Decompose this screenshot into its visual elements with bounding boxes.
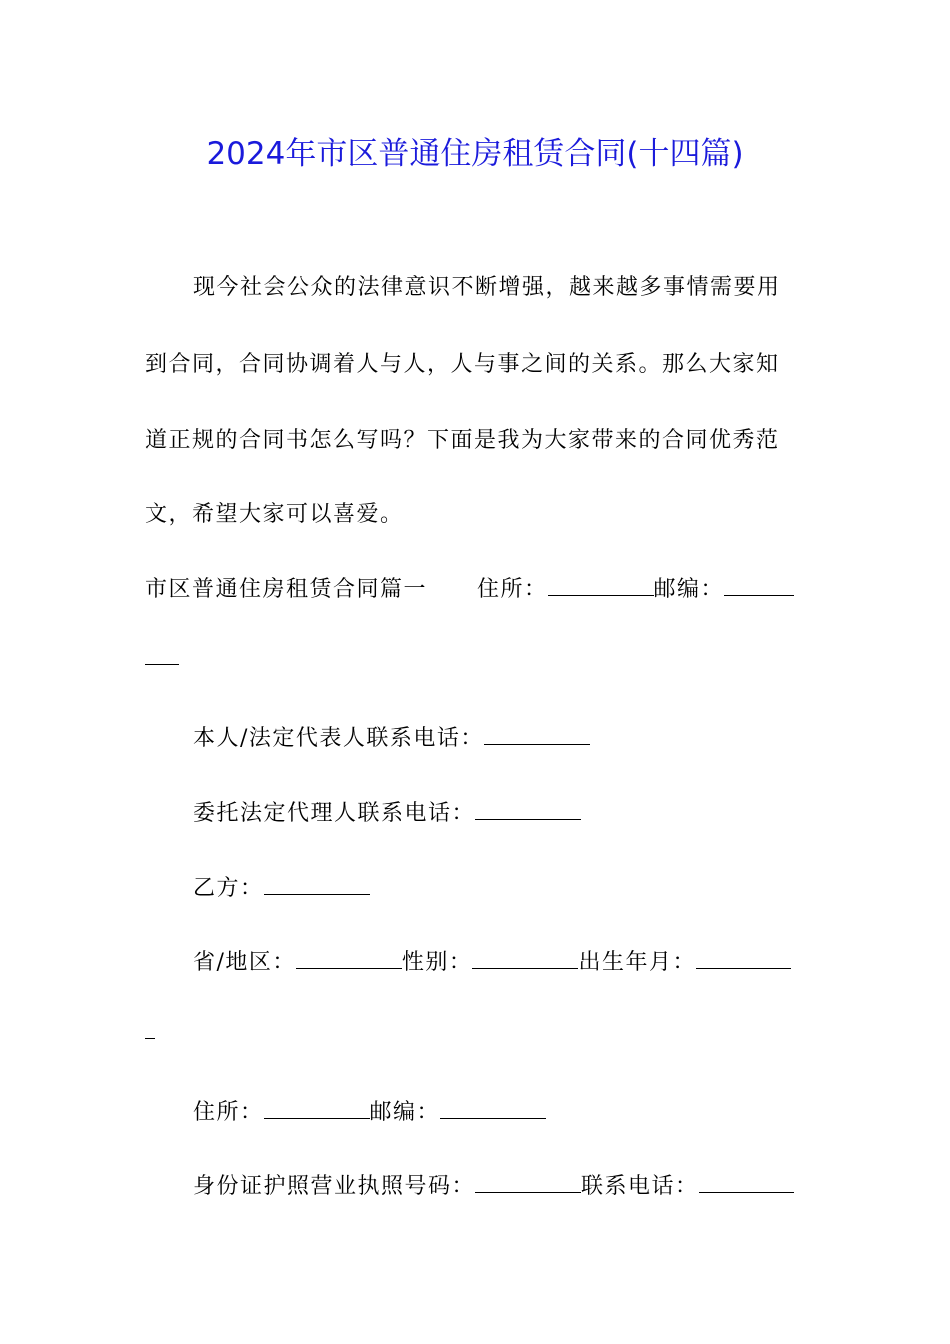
legal-rep-phone-label: 本人/法定代表人联系电话：	[193, 726, 484, 751]
party-b-label: 乙方：	[193, 876, 264, 901]
address2-line	[193, 1095, 546, 1126]
postcode2-blank	[440, 1100, 546, 1119]
postcode-blank-cont	[145, 646, 179, 665]
agent-phone-line	[193, 796, 581, 827]
agent-phone-blank	[475, 801, 581, 820]
phone-blank	[699, 1174, 794, 1193]
address-label: 住所：	[477, 577, 548, 602]
legal-rep-phone-line	[193, 721, 590, 752]
wrap-line-1	[145, 646, 179, 671]
intro-line-4: 文，希望大家可以喜爱。	[145, 502, 404, 527]
legal-rep-phone-blank	[484, 726, 590, 745]
province-blank	[296, 950, 402, 969]
section-heading: 市区普通住房租赁合同篇一	[145, 577, 428, 602]
province-label: 省/地区：	[193, 950, 296, 975]
wrap-line-2	[145, 1020, 155, 1045]
id-blank	[475, 1174, 581, 1193]
address-blank	[548, 577, 654, 596]
province-line	[193, 945, 791, 976]
document-title: 2024年市区普通住房租赁合同(十四篇)	[206, 136, 744, 172]
birth-blank	[696, 950, 791, 969]
address2-label: 住所：	[193, 1100, 264, 1125]
postcode-label: 邮编：	[653, 577, 725, 602]
postcode2-label: 邮编：	[369, 1100, 441, 1125]
id-label: 身份证护照营业执照号码：	[193, 1174, 476, 1199]
address2-blank	[264, 1100, 370, 1119]
party-b-blank	[264, 876, 370, 895]
birth-label: 出生年月：	[578, 950, 696, 975]
agent-phone-label: 委托法定代理人联系电话：	[193, 801, 476, 826]
phone-label: 联系电话：	[581, 1174, 699, 1199]
intro-line-3: 道正规的合同书怎么写吗？下面是我为大家带来的合同优秀范	[145, 428, 780, 453]
gender-blank	[472, 950, 578, 969]
intro-line-2: 到合同，合同协调着人与人，人与事之间的关系。那么大家知	[145, 352, 780, 377]
intro-line-1: 现今社会公众的法律意识不断增强，越来越多事情需要用	[193, 275, 781, 300]
birth-blank-cont	[145, 1020, 155, 1039]
section-heading-line	[145, 572, 794, 603]
id-line	[193, 1169, 794, 1200]
party-b-line	[193, 871, 370, 902]
gender-label: 性别：	[401, 950, 473, 975]
postcode-blank	[724, 577, 794, 596]
